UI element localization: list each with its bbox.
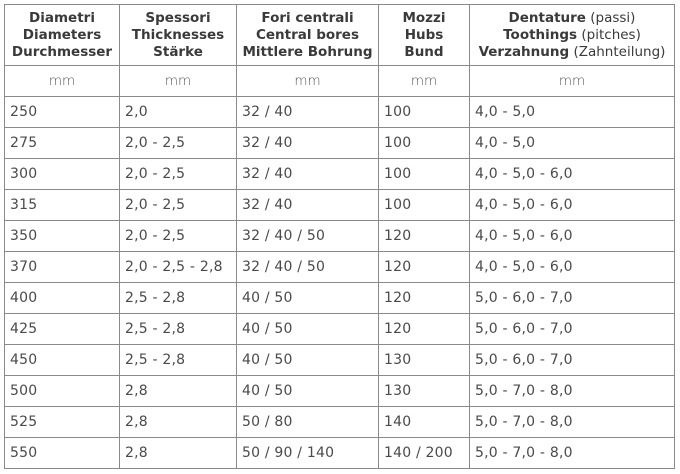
cell-toothing: 5,0 - 7,0 - 8,0: [470, 407, 675, 438]
spec-table-wrapper: [4, 4, 675, 469]
cell-central-bore: 50 / 90 / 140: [237, 438, 379, 469]
cell-hub: 100: [379, 128, 470, 159]
header-central-bores: [237, 5, 379, 66]
cell-diameter: 400: [5, 283, 120, 314]
cell-hub: 140: [379, 407, 470, 438]
cell-thickness: 2,8: [120, 438, 237, 469]
header-diameters: [5, 5, 120, 66]
cell-central-bore: 40 / 50: [237, 314, 379, 345]
unit-cell: mm: [5, 66, 120, 97]
cell-central-bore: 32 / 40: [237, 190, 379, 221]
table-row: [5, 283, 675, 314]
cell-hub: 120: [379, 221, 470, 252]
cell-thickness: 2,0 - 2,5: [120, 221, 237, 252]
table-row: [5, 314, 675, 345]
cell-thickness: 2,5 - 2,8: [120, 283, 237, 314]
table-row: [5, 407, 675, 438]
header-text: Diameters: [22, 26, 102, 43]
cell-hub: 120: [379, 252, 470, 283]
cell-thickness: 2,5 - 2,8: [120, 345, 237, 376]
table-row: [5, 221, 675, 252]
header-text: Stärke: [153, 43, 203, 60]
spec-table: [4, 4, 675, 469]
table-row: [5, 190, 675, 221]
table-row: [5, 345, 675, 376]
cell-central-bore: 32 / 40 / 50: [237, 221, 379, 252]
table-row: [5, 97, 675, 128]
header-text: Thicknesses: [131, 26, 225, 43]
table-row: [5, 159, 675, 190]
cell-hub: 100: [379, 159, 470, 190]
cell-diameter: 350: [5, 221, 120, 252]
cell-diameter: 525: [5, 407, 120, 438]
cell-central-bore: 32 / 40 / 50: [237, 252, 379, 283]
cell-hub: 130: [379, 345, 470, 376]
unit-cell: mm: [237, 66, 379, 97]
cell-diameter: 300: [5, 159, 120, 190]
cell-diameter: 370: [5, 252, 120, 283]
header-text: Fori centrali: [261, 9, 354, 26]
cell-hub: 100: [379, 97, 470, 128]
cell-thickness: 2,8: [120, 407, 237, 438]
cell-thickness: 2,0: [120, 97, 237, 128]
cell-central-bore: 40 / 50: [237, 283, 379, 314]
cell-thickness: 2,8: [120, 376, 237, 407]
cell-thickness: 2,0 - 2,5 - 2,8: [120, 252, 237, 283]
cell-central-bore: 32 / 40: [237, 128, 379, 159]
cell-central-bore: 32 / 40: [237, 159, 379, 190]
header-text: Hubs: [404, 26, 444, 43]
cell-diameter: 275: [5, 128, 120, 159]
cell-diameter: 315: [5, 190, 120, 221]
cell-toothing: 4,0 - 5,0 - 6,0: [470, 221, 675, 252]
cell-toothing: 4,0 - 5,0 - 6,0: [470, 252, 675, 283]
table-row: [5, 252, 675, 283]
units-row: [5, 66, 675, 97]
cell-toothing: 4,0 - 5,0 - 6,0: [470, 190, 675, 221]
header-subtext: (passi): [585, 9, 636, 26]
table-row: [5, 438, 675, 469]
cell-central-bore: 40 / 50: [237, 345, 379, 376]
cell-thickness: 2,0 - 2,5: [120, 128, 237, 159]
cell-diameter: 425: [5, 314, 120, 345]
header-text: Bund: [404, 43, 444, 60]
cell-diameter: 250: [5, 97, 120, 128]
header-thicknesses: [120, 5, 237, 66]
unit-cell: mm: [379, 66, 470, 97]
header-text: Verzahnung: [478, 43, 570, 60]
cell-toothing: 4,0 - 5,0: [470, 128, 675, 159]
header-toothings: [470, 5, 675, 66]
header-row: [5, 5, 675, 66]
header-hubs: [379, 5, 470, 66]
cell-hub: 130: [379, 376, 470, 407]
cell-toothing: 5,0 - 6,0 - 7,0: [470, 314, 675, 345]
table-row: [5, 376, 675, 407]
header-text: Diametri: [29, 9, 95, 26]
cell-central-bore: 50 / 80: [237, 407, 379, 438]
cell-toothing: 5,0 - 7,0 - 8,0: [470, 438, 675, 469]
cell-toothing: 4,0 - 5,0 - 6,0: [470, 159, 675, 190]
header-subtext: (pitches): [577, 26, 641, 43]
header-text: Dentature: [508, 9, 586, 26]
header-text: Toothings: [503, 26, 578, 43]
header-text: Central bores: [255, 26, 359, 43]
cell-hub: 140 / 200: [379, 438, 470, 469]
cell-thickness: 2,0 - 2,5: [120, 159, 237, 190]
cell-diameter: 450: [5, 345, 120, 376]
cell-diameter: 550: [5, 438, 120, 469]
unit-cell: mm: [120, 66, 237, 97]
cell-toothing: 5,0 - 6,0 - 7,0: [470, 345, 675, 376]
header-text: Spessori: [145, 9, 211, 26]
header-text: Mittlere Bohrung: [242, 43, 373, 60]
cell-central-bore: 32 / 40: [237, 97, 379, 128]
header-subtext: (Zahnteilung): [569, 43, 666, 60]
cell-thickness: 2,0 - 2,5: [120, 190, 237, 221]
cell-toothing: 4,0 - 5,0: [470, 97, 675, 128]
unit-cell: mm: [470, 66, 675, 97]
cell-thickness: 2,5 - 2,8: [120, 314, 237, 345]
cell-hub: 120: [379, 283, 470, 314]
header-text: Durchmesser: [11, 43, 113, 60]
cell-hub: 100: [379, 190, 470, 221]
cell-central-bore: 40 / 50: [237, 376, 379, 407]
cell-diameter: 500: [5, 376, 120, 407]
header-text: Mozzi: [402, 9, 446, 26]
cell-toothing: 5,0 - 7,0 - 8,0: [470, 376, 675, 407]
cell-toothing: 5,0 - 6,0 - 7,0: [470, 283, 675, 314]
table-row: [5, 128, 675, 159]
cell-hub: 120: [379, 314, 470, 345]
